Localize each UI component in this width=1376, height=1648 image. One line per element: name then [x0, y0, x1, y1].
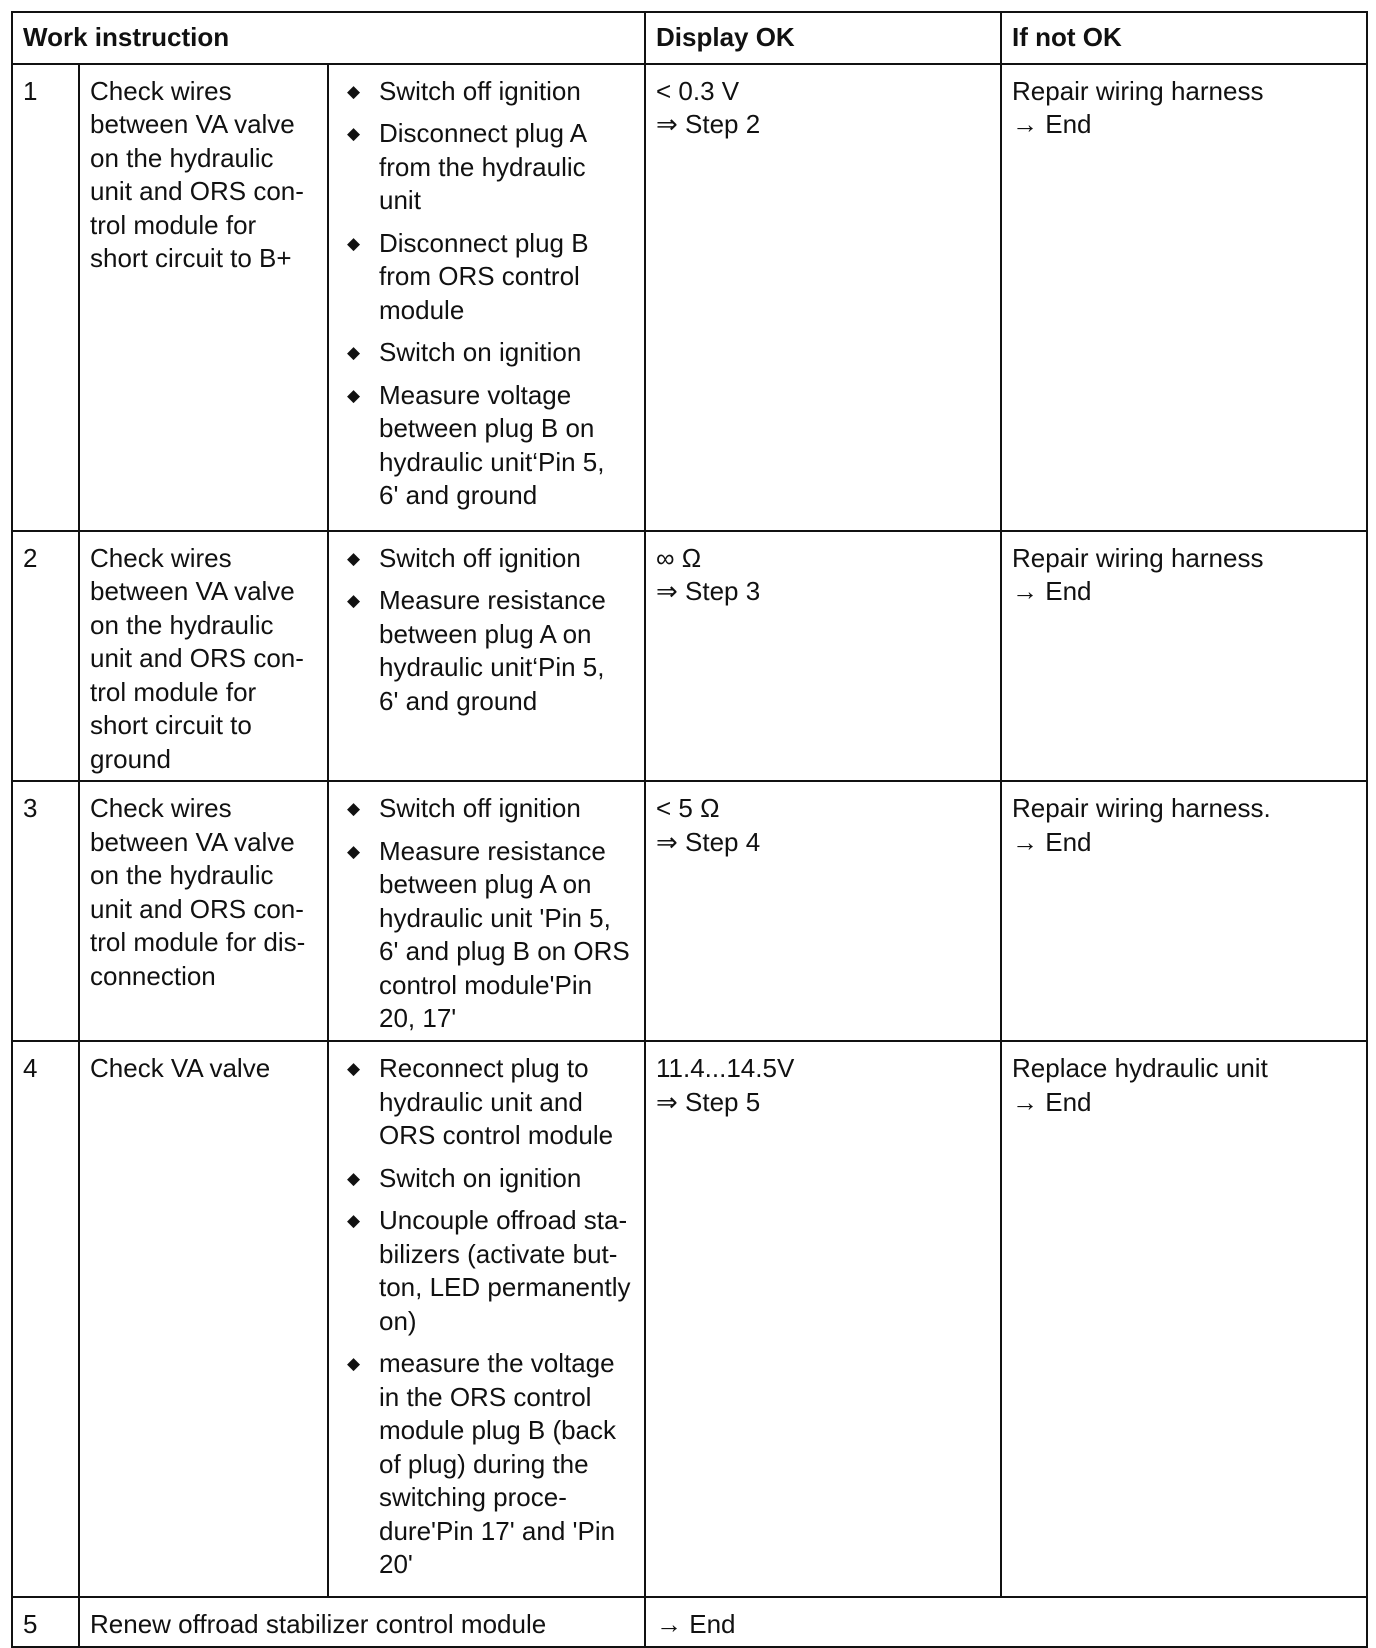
- action-list: [339, 542, 634, 719]
- action-text: Disconnect plug A from the hydraulic unit: [379, 118, 588, 215]
- action-cell: [328, 531, 645, 782]
- bullet-icon: ◆: [347, 343, 361, 362]
- header-work-instruction: Work instruction: [12, 12, 645, 64]
- table-row: [12, 64, 1367, 531]
- display-ok-value: < 5 Ω ⇒ Step 4: [645, 781, 1001, 1041]
- action-cell: [328, 64, 645, 531]
- list-item: [339, 792, 634, 826]
- action-text: Measure resistance between plug A on hydraulic unit‘Pin 5, 6' and ground: [379, 585, 606, 716]
- work-instruction-sheet: [11, 11, 1366, 1648]
- action-text: Switch off ignition: [379, 793, 581, 823]
- if-not-ok-action: Replace hydraulic unit → End: [1001, 1041, 1367, 1597]
- action-text: Measure voltage between plug B on hydraulic unit‘Pin 5, 6' and ground: [379, 379, 605, 510]
- table-header-row: [12, 12, 1367, 64]
- header-display-ok: Display OK: [645, 12, 1001, 64]
- check-description: Check wires between VA valve on the hydraulic unit and ORS con- trol module for dis- connection: [79, 781, 328, 1041]
- list-item: [339, 1347, 634, 1582]
- action-list: [339, 1052, 634, 1582]
- action-text: Measure resistance between plug A on hydraulic unit 'Pin 5, 6' and plug B on ORS control module'Pin 20, 17': [379, 835, 630, 1033]
- action-text: Switch on ignition: [379, 337, 582, 367]
- check-description: Check wires between VA valve on the hydraulic unit and ORS con- trol module for short circuit to ground: [79, 531, 328, 782]
- list-item: [339, 227, 634, 328]
- bullet-icon: ◆: [347, 385, 361, 405]
- list-item: [339, 1052, 634, 1153]
- check-description: Check VA valve: [79, 1041, 328, 1597]
- table-row: [12, 781, 1367, 1041]
- list-item: [339, 1204, 634, 1338]
- table-row: [12, 1041, 1367, 1597]
- check-description: Check wires between VA valve on the hydraulic unit and ORS con- trol module for short circuit to B+: [79, 64, 328, 531]
- step-number: 1: [12, 64, 79, 531]
- action-cell: [328, 781, 645, 1041]
- action-list: [339, 792, 634, 1036]
- bullet-icon: ◆: [347, 1168, 361, 1188]
- bullet-icon: ◆: [347, 1059, 361, 1078]
- bullet-icon: ◆: [347, 1211, 361, 1230]
- bullet-icon: ◆: [347, 81, 361, 101]
- step-number: 4: [12, 1041, 79, 1597]
- step-number: 2: [12, 531, 79, 782]
- list-item: [339, 542, 634, 576]
- bullet-icon: ◆: [347, 233, 361, 253]
- action-text: measure the voltage in the ORS control module plug B (back of plug) during the switching proce- dure'Pin 17' and 'Pin 20': [379, 1348, 617, 1579]
- bullet-icon: ◆: [347, 591, 361, 610]
- action-text: Switch on ignition: [379, 1162, 582, 1193]
- work-instruction-table: [11, 11, 1368, 1648]
- action-list: [339, 75, 634, 513]
- if-not-ok-action: Repair wiring harness → End: [1001, 64, 1367, 531]
- action-text: Disconnect plug B from ORS control module: [379, 227, 589, 325]
- bullet-icon: ◆: [347, 124, 361, 143]
- action-cell: [328, 1041, 645, 1597]
- final-instruction: Renew offroad stabilizer control module: [79, 1597, 645, 1647]
- final-result: → End: [645, 1597, 1367, 1647]
- step-number: 5: [12, 1597, 79, 1647]
- action-text: Switch off ignition: [379, 75, 581, 106]
- display-ok-value: ∞ Ω ⇒ Step 3: [645, 531, 1001, 782]
- bullet-icon: ◆: [347, 1354, 361, 1373]
- display-ok-value: < 0.3 V ⇒ Step 2: [645, 64, 1001, 531]
- display-ok-value: 11.4...14.5V ⇒ Step 5: [645, 1041, 1001, 1597]
- bullet-icon: ◆: [347, 548, 361, 568]
- list-item: [339, 117, 634, 218]
- action-text: Switch off ignition: [379, 542, 581, 573]
- table-row: [12, 531, 1367, 782]
- list-item: [339, 835, 634, 1036]
- action-text: Uncouple offroad sta- bilizers (activate but- ton, LED permanently on): [379, 1205, 631, 1336]
- action-text: Reconnect plug to hydraulic unit and ORS control module: [379, 1053, 614, 1150]
- list-item: [339, 379, 634, 513]
- step-number: 3: [12, 781, 79, 1041]
- bullet-icon: ◆: [347, 841, 361, 861]
- list-item: [339, 75, 634, 109]
- bullet-icon: ◆: [347, 799, 361, 818]
- list-item: [339, 336, 634, 370]
- if-not-ok-action: Repair wiring harness. → End: [1001, 781, 1367, 1041]
- if-not-ok-action: Repair wiring harness → End: [1001, 531, 1367, 782]
- list-item: [339, 1162, 634, 1196]
- header-if-not-ok: If not OK: [1001, 12, 1367, 64]
- list-item: [339, 584, 634, 718]
